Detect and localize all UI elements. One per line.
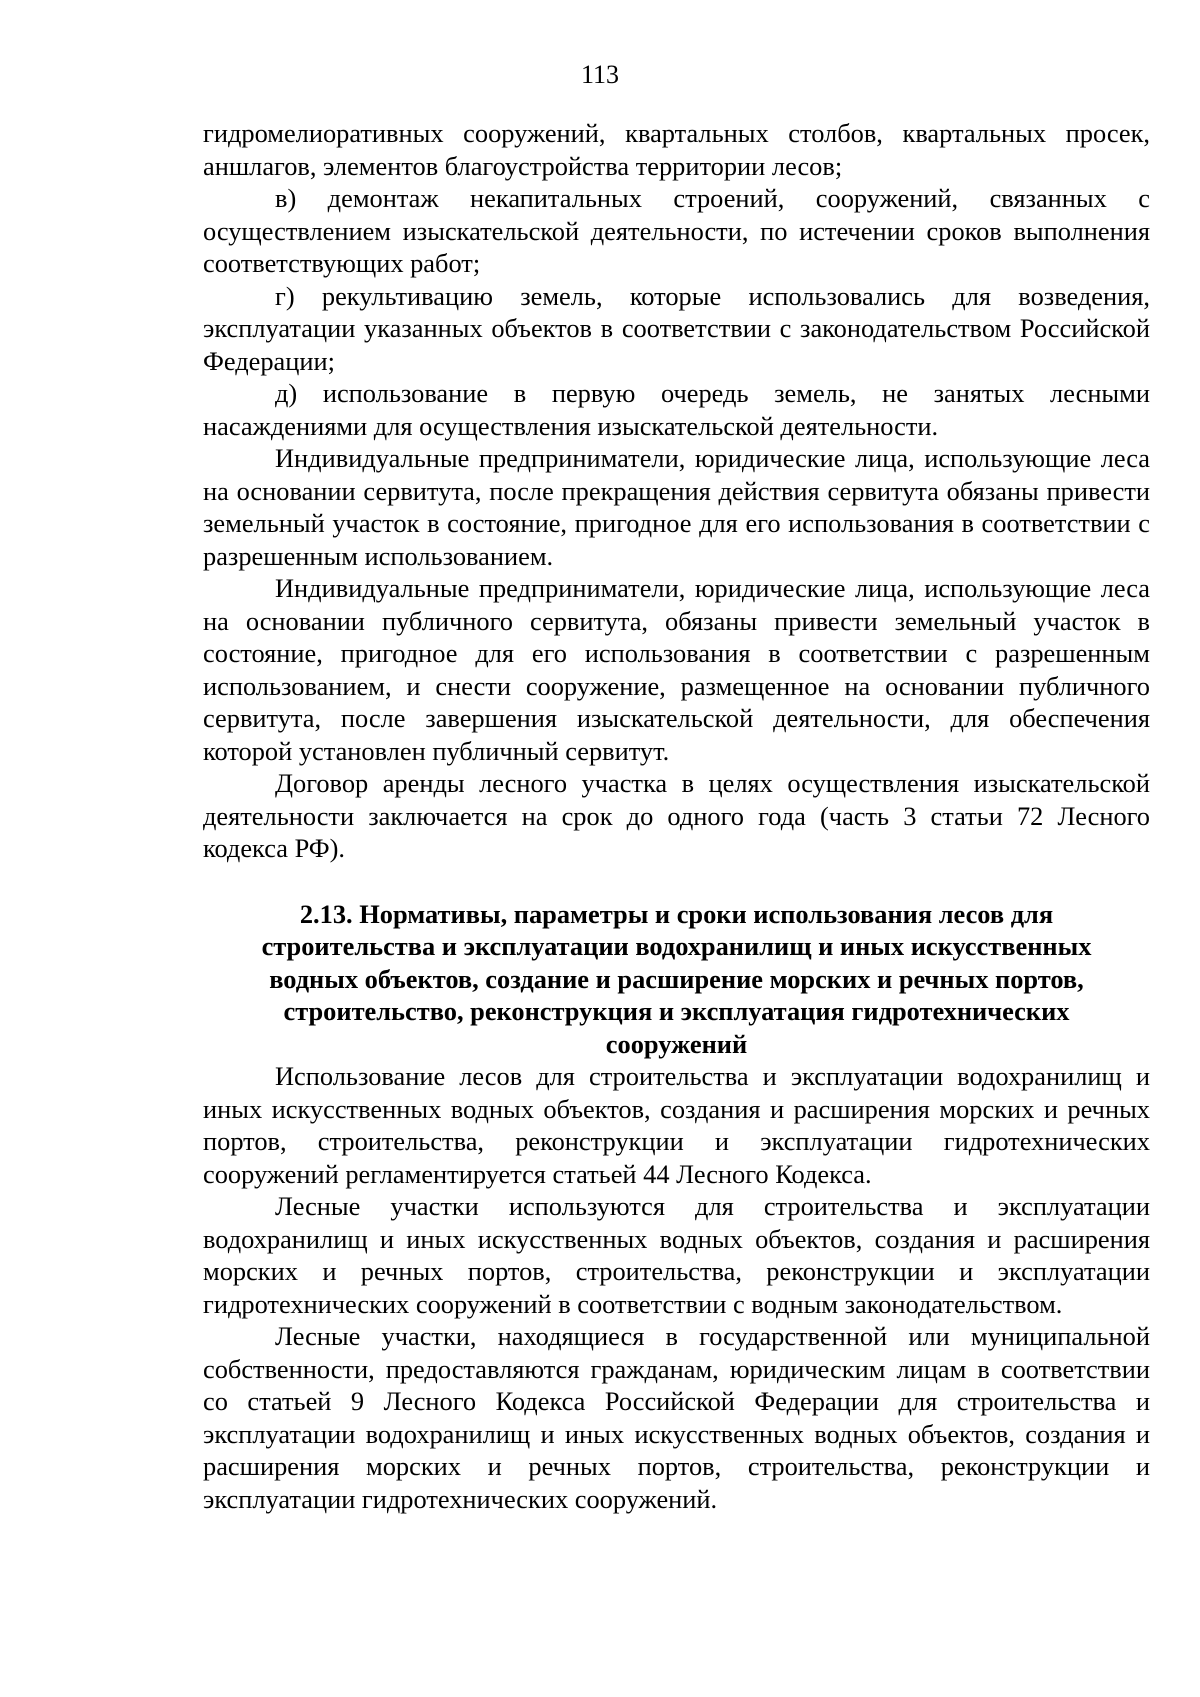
section-paragraph: Лесные участки, находящиеся в государственной или муниципальной собственности, предоставляются гражданам, юридическим лицам в соответствии со статьей 9 Лесного Кодекса Российской Федерации для строительства и эксплуатации водохранилищ и иных искусственных водных объектов, создания и расширения морских и речных портов, строительства, реконструкции и эксплуатации гидротехнических сооружений. [203, 1321, 1150, 1514]
section-paragraph: Использование лесов для строительства и эксплуатации водохранилищ и иных искусственных водных объектов, создания и расширения морских и речных портов, строительства, реконструкции и эксплуатации гидротехнических сооружений регламентируется статьей 44 Лесного Кодекса. [203, 1061, 1150, 1189]
list-item-d: д) использование в первую очередь земель, не занятых лесными насаждениями для осуществления изыскательской деятельности. [203, 378, 1150, 441]
section-paragraph: Лесные участки используются для строительства и эксплуатации водохранилищ и иных искусственных водных объектов, создания и расширения морских и речных портов, строительства, реконструкции и эксплуатации гидротехнических сооружений в соответствии с водным законодательством. [203, 1191, 1150, 1319]
paragraph-lease-term: Договор аренды лесного участка в целях осуществления изыскательской деятельности заключается на срок до одного года (часть 3 статьи 72 Лесного кодекса РФ). [203, 768, 1150, 863]
paragraph-servitude: Индивидуальные предприниматели, юридические лица, использующие леса на основании сервитута, после прекращения действия сервитута обязаны привести земельный участок в состояние, пригодное для его использования в соответствии с разрешенным использованием. [203, 443, 1150, 571]
list-item-g: г) рекультивацию земель, которые использовались для возведения, эксплуатации указанных объектов в соответствии с законодательством Российской Федерации; [203, 280, 1150, 376]
paragraph-public-servitude: Индивидуальные предприниматели, юридические лица, использующие леса на основании публичного сервитута, обязаны привести земельный участок в состояние, пригодное для его использования в соответствии с разрешенным использованием, и снести сооружение, размещенное на основании публичного сервитута, после завершения изыскательской деятельности, для обеспечения которой установлен публичный сервитут. [203, 573, 1150, 766]
paragraph-continuation: гидромелиоративных сооружений, квартальных столбов, квартальных просек, аншлагов, элементов благоустройства территории лесов; [203, 118, 1150, 181]
list-item-v: в) демонтаж некапитальных строений, сооружений, связанных с осуществлением изыскательской деятельности, по истечении сроков выполнения соответствующих работ; [203, 183, 1150, 278]
document-body [203, 117, 1150, 1515]
section-heading: 2.13. Нормативы, параметры и сроки использования лесов для строительства и эксплуатации водохранилищ и иных искусственных водных объектов, создание и расширение морских и речных портов, строительство, реконструкция и эксплуатация гидротехнических сооружений [261, 898, 1092, 1059]
page-number: 113 [580, 60, 620, 89]
